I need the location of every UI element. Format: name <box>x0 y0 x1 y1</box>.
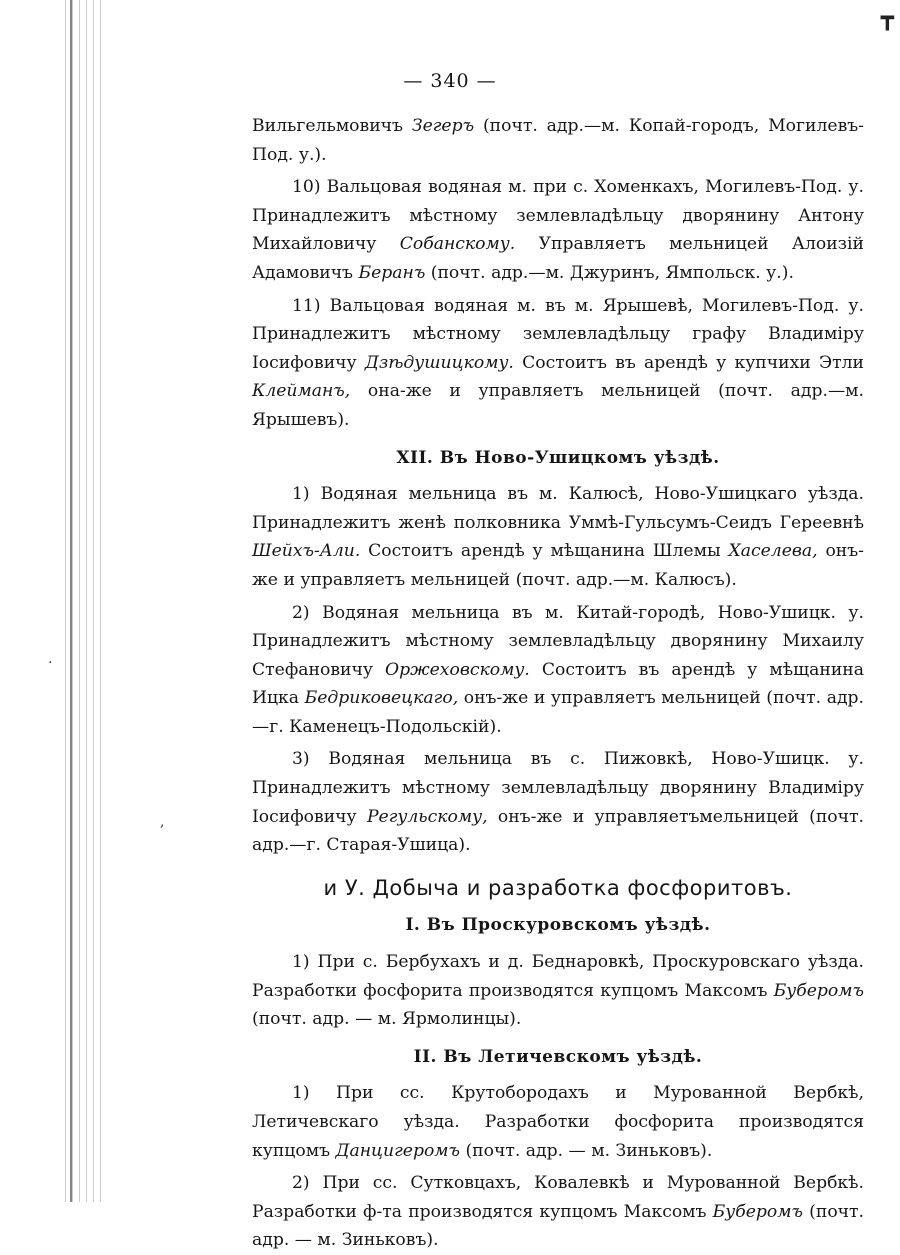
text-run: 1) При с. Бербухахъ и д. Беднаровкѣ, Проскуровскаго уѣзда. Разработки фосфорита производятся купцомъ Максомъ <box>252 952 864 1001</box>
text-run: (почт. адр. — м. Зиньковъ). <box>460 1140 713 1161</box>
paragraph <box>252 112 864 169</box>
text-run: Состоитъ арендѣ у мѣщанина Шлемы <box>360 541 729 562</box>
text-run: онъ-же и управляетъ мельницей (почт. адр.—м. Калюсъ). <box>252 541 864 590</box>
text-run: онъ-же и управляетъмельницей (почт. адр.—г. Старая-Ушица). <box>252 806 864 856</box>
text-run: 11) Вальцовая водяная м. въ м. Ярышевѣ, Могилевъ-Под. у. Принадлежитъ мѣстному землевладѣльцу графу Владиміру Іосифовичу <box>252 295 864 373</box>
text-run: (почт. адр.—м. Копай-городъ, Могилевъ-Под. у.). <box>252 116 864 165</box>
section-heading: I. Въ Проскуровскомъ уѣздѣ. <box>405 915 711 936</box>
italic-name: Дзѣдушицкому. <box>364 352 514 373</box>
section-heading: XII. Въ Ново-Ушицкомъ уѣздѣ. <box>396 447 720 468</box>
paragraph <box>252 1079 864 1165</box>
text-run: она-же и управляетъ мельницей (почт. адр.—м. Ярышевъ). <box>252 381 864 430</box>
paragraph <box>252 745 864 859</box>
text-run: (почт. адр. — м. Ярмолинцы). <box>252 1009 522 1030</box>
text-run: 1) Водяная мельница въ м. Калюсѣ, Ново-Ушицкаго уѣзда. Принадлежитъ женѣ полковника Уммѣ-Гульсумъ-Сеидъ Гереевнѣ <box>252 484 864 533</box>
text-run: Управляетъ мельницей Алоизій Адамовичъ <box>252 234 864 283</box>
italic-name: Буберомъ <box>712 1201 803 1222</box>
ink-speck: , <box>160 814 165 830</box>
text-run: (почт. адр.—м. Джуринъ, Ямпольск. у.). <box>425 262 794 283</box>
paragraph <box>252 948 864 1034</box>
italic-name: Буберомъ <box>773 980 864 1001</box>
text-run: 10) Вальцовая водяная м. при с. Хоменкахъ, Могилевъ-Под. у. Принадлежитъ мѣстному землевладѣльцу дворянину Антону Михайловичу <box>252 177 864 255</box>
text-run: Состоитъ въ арендѣ у мѣщанина Ицка <box>252 659 865 709</box>
paragraph <box>252 599 864 742</box>
italic-name: Хаселева, <box>728 541 818 562</box>
italic-name: Данцигеромъ <box>335 1140 461 1161</box>
ink-speck: · <box>48 655 53 671</box>
italic-name: Зегеръ <box>411 116 475 136</box>
italic-name: Клейманъ, <box>252 381 351 402</box>
paragraph <box>252 292 864 435</box>
section-heading: II. Въ Летичевскомъ уѣздѣ. <box>413 1046 703 1067</box>
page-number: — 340 — <box>403 70 497 92</box>
book-binding-edge <box>62 0 102 1202</box>
binding-line <box>70 0 72 1202</box>
paragraph <box>252 173 864 287</box>
italic-name: Собанскому. <box>399 234 516 255</box>
text-run: онъ-же и управляетъ мельницей (почт. адр.—г. Каменецъ-Подольскій). <box>252 688 864 737</box>
italic-name: Регульскому, <box>366 806 488 827</box>
part-heading: и У. Добыча и разработка фосфоритовъ. <box>323 875 793 900</box>
italic-name: Шейхъ-Али. <box>252 541 361 562</box>
italic-name: Оржеховскому. <box>385 659 530 680</box>
text-run: Состоитъ въ арендѣ у купчихи Этли <box>513 352 864 373</box>
page-body <box>252 112 864 1255</box>
text-run: 3) Водяная мельница въ с. Пижовкѣ, Ново-Ушицк. у. Принадлежитъ мѣстному землевладѣльцу дворянину Владиміру Іосифовичу <box>252 749 864 827</box>
text-run: 2) Водяная мельница въ м. Китай-городѣ, Ново-Ушицк. у. Принадлежитъ мѣстному землевладѣльцу дворянину Михаилу Стефановичу <box>252 602 864 680</box>
corner-mark: ┳ <box>880 6 894 31</box>
text-run: Вильгельмовичъ <box>252 116 412 136</box>
text-run: 2) При сс. Сутковцахъ, Ковалевкѣ и Мурованной Вербкѣ. Разработки ф-та производятся купцомъ Максомъ <box>252 1173 864 1222</box>
paragraph <box>252 480 864 594</box>
text-run: 1) При сс. Крутобородахъ и Мурованной Вербкѣ, Летичевскаго уѣзда. Разработки фосфорита производятся купцомъ <box>252 1083 864 1161</box>
text-run: (почт. адр. — м. Зиньковъ). <box>252 1201 864 1251</box>
paragraph <box>252 1169 864 1255</box>
italic-name: Бедриковецкаго, <box>304 688 459 709</box>
italic-name: Беранъ <box>358 262 426 283</box>
